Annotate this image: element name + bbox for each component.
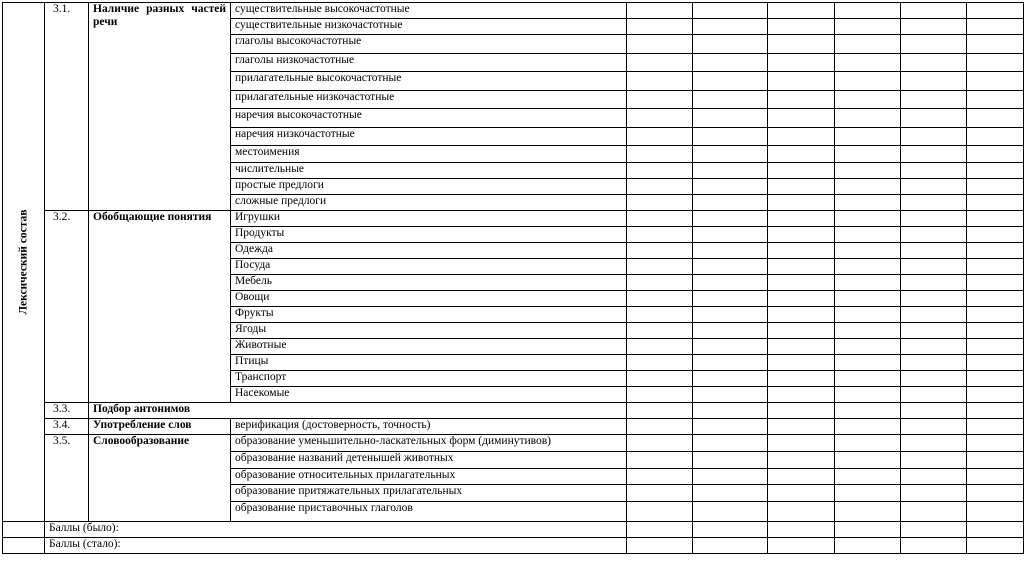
score-cell[interactable] [967, 371, 1024, 387]
score-cell[interactable] [627, 469, 693, 485]
score-cell[interactable] [967, 195, 1024, 211]
score-cell[interactable] [967, 387, 1024, 403]
criterion-item: Игрушки [231, 211, 627, 227]
score-cell[interactable] [627, 35, 693, 54]
score-cell[interactable] [901, 307, 967, 323]
table-row [3, 403, 1024, 419]
score-cell[interactable] [967, 355, 1024, 371]
score-cell[interactable] [835, 54, 901, 72]
score-cell[interactable] [627, 163, 693, 179]
score-cell[interactable] [693, 452, 768, 469]
score-cell[interactable] [768, 538, 835, 554]
section-title: Обобщающие понятия [89, 211, 231, 403]
score-cell[interactable] [768, 323, 835, 339]
score-cell[interactable] [627, 128, 693, 146]
score-cell[interactable] [967, 19, 1024, 35]
section-title: Подбор антонимов [89, 403, 627, 419]
score-cell[interactable] [627, 19, 693, 35]
empty-cell [3, 522, 45, 538]
score-cell[interactable] [835, 211, 901, 227]
criterion-item: Овощи [231, 291, 627, 307]
score-cell[interactable] [627, 211, 693, 227]
score-cell[interactable] [901, 387, 967, 403]
score-cell[interactable] [627, 355, 693, 371]
score-cell[interactable] [967, 538, 1024, 554]
score-cell[interactable] [901, 291, 967, 307]
score-cell[interactable] [967, 291, 1024, 307]
criterion-item: верификация (достоверность, точность) [231, 419, 627, 435]
score-cell[interactable] [901, 522, 967, 538]
section-title: Употребление слов [89, 419, 231, 435]
score-cell[interactable] [768, 403, 835, 419]
score-cell[interactable] [967, 146, 1024, 163]
score-cell[interactable] [693, 275, 768, 291]
section-title: Наличие разных частей речи [89, 3, 231, 211]
score-cell[interactable] [967, 109, 1024, 128]
criterion-item: Мебель [231, 275, 627, 291]
score-cell[interactable] [627, 387, 693, 403]
section-number: 3.1. [45, 3, 89, 211]
score-cell[interactable] [835, 339, 901, 355]
score-cell[interactable] [693, 355, 768, 371]
score-cell[interactable] [768, 291, 835, 307]
score-cell[interactable] [693, 227, 768, 243]
score-cell[interactable] [901, 435, 967, 452]
score-cell[interactable] [967, 3, 1024, 19]
score-cell[interactable] [901, 54, 967, 72]
score-cell[interactable] [627, 435, 693, 452]
criterion-item: прилагательные низкочастотные [231, 91, 627, 109]
score-cell[interactable] [693, 403, 768, 419]
score-cell[interactable] [835, 538, 901, 554]
criterion-item: наречия низкочастотные [231, 128, 627, 146]
criterion-item: Транспорт [231, 371, 627, 387]
score-cell[interactable] [835, 355, 901, 371]
score-cell[interactable] [901, 323, 967, 339]
score-cell[interactable] [835, 387, 901, 403]
score-cell[interactable] [693, 469, 768, 485]
score-cell[interactable] [901, 371, 967, 387]
score-cell[interactable] [768, 3, 835, 19]
score-cell[interactable] [901, 419, 967, 435]
score-cell[interactable] [768, 179, 835, 195]
score-after-label: Баллы (стало): [45, 538, 627, 554]
score-cell[interactable] [967, 275, 1024, 291]
score-cell[interactable] [768, 339, 835, 355]
score-cell[interactable] [967, 227, 1024, 243]
score-cell[interactable] [627, 91, 693, 109]
score-cell[interactable] [693, 435, 768, 452]
criterion-item: существительные низкочастотные [231, 19, 627, 35]
criterion-item: образование приставочных глаголов [231, 502, 627, 522]
score-cell[interactable] [627, 323, 693, 339]
score-cell[interactable] [835, 419, 901, 435]
score-cell[interactable] [835, 72, 901, 91]
criterion-item: наречия высокочастотные [231, 109, 627, 128]
score-cell[interactable] [693, 538, 768, 554]
criterion-item: сложные предлоги [231, 195, 627, 211]
score-cell[interactable] [768, 419, 835, 435]
criterion-item: существительные высокочастотные [231, 3, 627, 19]
criterion-item: глаголы высокочастотные [231, 35, 627, 54]
score-cell[interactable] [835, 19, 901, 35]
criterion-item: образование названий детенышей животных [231, 452, 627, 469]
score-cell[interactable] [901, 109, 967, 128]
score-cell[interactable] [693, 522, 768, 538]
table-row [3, 211, 1024, 227]
score-cell[interactable] [627, 291, 693, 307]
section-number: 3.3. [45, 403, 89, 419]
criterion-item: Животные [231, 339, 627, 355]
score-cell[interactable] [627, 195, 693, 211]
score-cell[interactable] [967, 72, 1024, 91]
score-cell[interactable] [901, 227, 967, 243]
score-cell[interactable] [768, 485, 835, 502]
score-cell[interactable] [835, 179, 901, 195]
score-cell[interactable] [693, 485, 768, 502]
score-cell[interactable] [693, 387, 768, 403]
score-cell[interactable] [768, 307, 835, 323]
score-cell[interactable] [768, 452, 835, 469]
score-cell[interactable] [835, 275, 901, 291]
score-cell[interactable] [627, 54, 693, 72]
section-number: 3.4. [45, 419, 89, 435]
score-cell[interactable] [901, 259, 967, 275]
score-cell[interactable] [967, 243, 1024, 259]
score-cell[interactable] [901, 403, 967, 419]
score-cell[interactable] [967, 452, 1024, 469]
score-cell[interactable] [967, 435, 1024, 452]
score-cell[interactable] [693, 371, 768, 387]
criterion-item: Посуда [231, 259, 627, 275]
score-cell[interactable] [627, 485, 693, 502]
score-cell[interactable] [835, 522, 901, 538]
score-cell[interactable] [693, 502, 768, 522]
score-cell[interactable] [768, 435, 835, 452]
section-number: 3.2. [45, 211, 89, 403]
criterion-item: числительные [231, 163, 627, 179]
score-cell[interactable] [835, 35, 901, 54]
section-number: 3.5. [45, 435, 89, 522]
score-cell[interactable] [835, 371, 901, 387]
score-cell[interactable] [967, 502, 1024, 522]
score-cell[interactable] [901, 243, 967, 259]
score-cell[interactable] [693, 339, 768, 355]
score-cell[interactable] [967, 323, 1024, 339]
score-before-label: Баллы (было): [45, 522, 627, 538]
score-cell[interactable] [901, 35, 967, 54]
criterion-item: Птицы [231, 355, 627, 371]
score-cell[interactable] [901, 355, 967, 371]
score-cell[interactable] [901, 339, 967, 355]
score-cell[interactable] [693, 163, 768, 179]
criterion-item: прилагательные высокочастотные [231, 72, 627, 91]
score-cell[interactable] [901, 502, 967, 522]
score-cell[interactable] [627, 452, 693, 469]
score-cell[interactable] [967, 403, 1024, 419]
score-cell[interactable] [768, 387, 835, 403]
score-cell[interactable] [693, 35, 768, 54]
score-cell[interactable] [967, 128, 1024, 146]
score-cell[interactable] [693, 72, 768, 91]
criterion-item: глаголы низкочастотные [231, 54, 627, 72]
score-cell[interactable] [901, 538, 967, 554]
score-cell[interactable] [693, 307, 768, 323]
score-cell[interactable] [693, 179, 768, 195]
side-label: Лексический состав [17, 209, 29, 315]
score-cell[interactable] [768, 227, 835, 243]
lexical-assessment-table [2, 2, 1024, 554]
score-cell[interactable] [967, 307, 1024, 323]
score-cell[interactable] [693, 243, 768, 259]
score-cell[interactable] [627, 307, 693, 323]
score-cell[interactable] [901, 163, 967, 179]
score-cell[interactable] [627, 275, 693, 291]
score-cell[interactable] [693, 109, 768, 128]
score-cell[interactable] [768, 72, 835, 91]
criterion-item: Фрукты [231, 307, 627, 323]
score-cell[interactable] [627, 259, 693, 275]
score-cell[interactable] [835, 259, 901, 275]
score-cell[interactable] [967, 485, 1024, 502]
score-cell[interactable] [693, 128, 768, 146]
criterion-item: простые предлоги [231, 179, 627, 195]
score-cell[interactable] [627, 146, 693, 163]
score-cell[interactable] [768, 146, 835, 163]
score-cell[interactable] [768, 469, 835, 485]
score-cell[interactable] [901, 91, 967, 109]
score-cell[interactable] [901, 146, 967, 163]
table-row [3, 538, 1024, 554]
score-cell[interactable] [835, 323, 901, 339]
score-cell[interactable] [768, 502, 835, 522]
score-cell[interactable] [768, 195, 835, 211]
criterion-item: местоимения [231, 146, 627, 163]
score-cell[interactable] [768, 259, 835, 275]
score-cell[interactable] [693, 195, 768, 211]
score-cell[interactable] [693, 419, 768, 435]
score-cell[interactable] [835, 195, 901, 211]
criterion-item: Насекомые [231, 387, 627, 403]
score-cell[interactable] [901, 3, 967, 19]
score-cell[interactable] [768, 54, 835, 72]
score-cell[interactable] [693, 19, 768, 35]
score-cell[interactable] [768, 35, 835, 54]
score-cell[interactable] [835, 403, 901, 419]
score-cell[interactable] [967, 419, 1024, 435]
score-cell[interactable] [627, 179, 693, 195]
score-cell[interactable] [835, 128, 901, 146]
score-cell[interactable] [693, 259, 768, 275]
score-cell[interactable] [627, 109, 693, 128]
score-cell[interactable] [627, 522, 693, 538]
score-cell[interactable] [967, 522, 1024, 538]
score-cell[interactable] [693, 291, 768, 307]
score-cell[interactable] [768, 109, 835, 128]
criterion-item: образование уменьшительно-ласкательных форм (диминутивов) [231, 435, 627, 452]
score-cell[interactable] [627, 339, 693, 355]
score-cell[interactable] [627, 502, 693, 522]
score-cell[interactable] [768, 275, 835, 291]
empty-cell [3, 538, 45, 554]
score-cell[interactable] [967, 35, 1024, 54]
score-cell[interactable] [768, 91, 835, 109]
criterion-item: Ягоды [231, 323, 627, 339]
score-cell[interactable] [835, 3, 901, 19]
score-cell[interactable] [901, 485, 967, 502]
score-cell[interactable] [835, 243, 901, 259]
score-cell[interactable] [693, 3, 768, 19]
score-cell[interactable] [768, 19, 835, 35]
score-cell[interactable] [627, 538, 693, 554]
score-cell[interactable] [627, 419, 693, 435]
score-cell[interactable] [835, 91, 901, 109]
score-cell[interactable] [967, 339, 1024, 355]
score-cell[interactable] [835, 227, 901, 243]
score-cell[interactable] [901, 72, 967, 91]
score-cell[interactable] [901, 211, 967, 227]
table-row [3, 522, 1024, 538]
score-cell[interactable] [835, 469, 901, 485]
score-cell[interactable] [967, 179, 1024, 195]
score-cell[interactable] [901, 469, 967, 485]
score-cell[interactable] [967, 163, 1024, 179]
score-cell[interactable] [901, 19, 967, 35]
score-cell[interactable] [901, 179, 967, 195]
score-cell[interactable] [768, 211, 835, 227]
score-cell[interactable] [967, 54, 1024, 72]
score-cell[interactable] [835, 146, 901, 163]
score-cell[interactable] [693, 146, 768, 163]
criterion-item: образование относительных прилагательных [231, 469, 627, 485]
score-cell[interactable] [901, 195, 967, 211]
score-cell[interactable] [627, 227, 693, 243]
score-cell[interactable] [835, 307, 901, 323]
score-cell[interactable] [901, 452, 967, 469]
score-cell[interactable] [967, 91, 1024, 109]
score-cell[interactable] [835, 502, 901, 522]
score-cell[interactable] [835, 109, 901, 128]
section-title: Словообразование [89, 435, 231, 522]
score-cell[interactable] [627, 371, 693, 387]
table-row [3, 419, 1024, 435]
criterion-item: Одежда [231, 243, 627, 259]
score-cell[interactable] [627, 243, 693, 259]
table-row [3, 435, 1024, 452]
table-row [3, 3, 1024, 19]
score-cell[interactable] [768, 522, 835, 538]
side-label-cell [3, 3, 45, 522]
score-cell[interactable] [693, 211, 768, 227]
score-cell[interactable] [627, 403, 693, 419]
criterion-item: образование притяжательных прилагательных [231, 485, 627, 502]
score-cell[interactable] [901, 128, 967, 146]
score-cell[interactable] [835, 291, 901, 307]
score-cell[interactable] [768, 128, 835, 146]
score-cell[interactable] [967, 469, 1024, 485]
score-cell[interactable] [768, 243, 835, 259]
score-cell[interactable] [835, 485, 901, 502]
score-cell[interactable] [768, 163, 835, 179]
score-cell[interactable] [627, 72, 693, 91]
criterion-item: Продукты [231, 227, 627, 243]
score-cell[interactable] [768, 371, 835, 387]
score-cell[interactable] [835, 435, 901, 452]
score-cell[interactable] [693, 91, 768, 109]
score-cell[interactable] [693, 323, 768, 339]
score-cell[interactable] [693, 54, 768, 72]
score-cell[interactable] [967, 211, 1024, 227]
score-cell[interactable] [967, 259, 1024, 275]
score-cell[interactable] [768, 355, 835, 371]
score-cell[interactable] [835, 163, 901, 179]
score-cell[interactable] [627, 3, 693, 19]
score-cell[interactable] [901, 275, 967, 291]
score-cell[interactable] [835, 452, 901, 469]
